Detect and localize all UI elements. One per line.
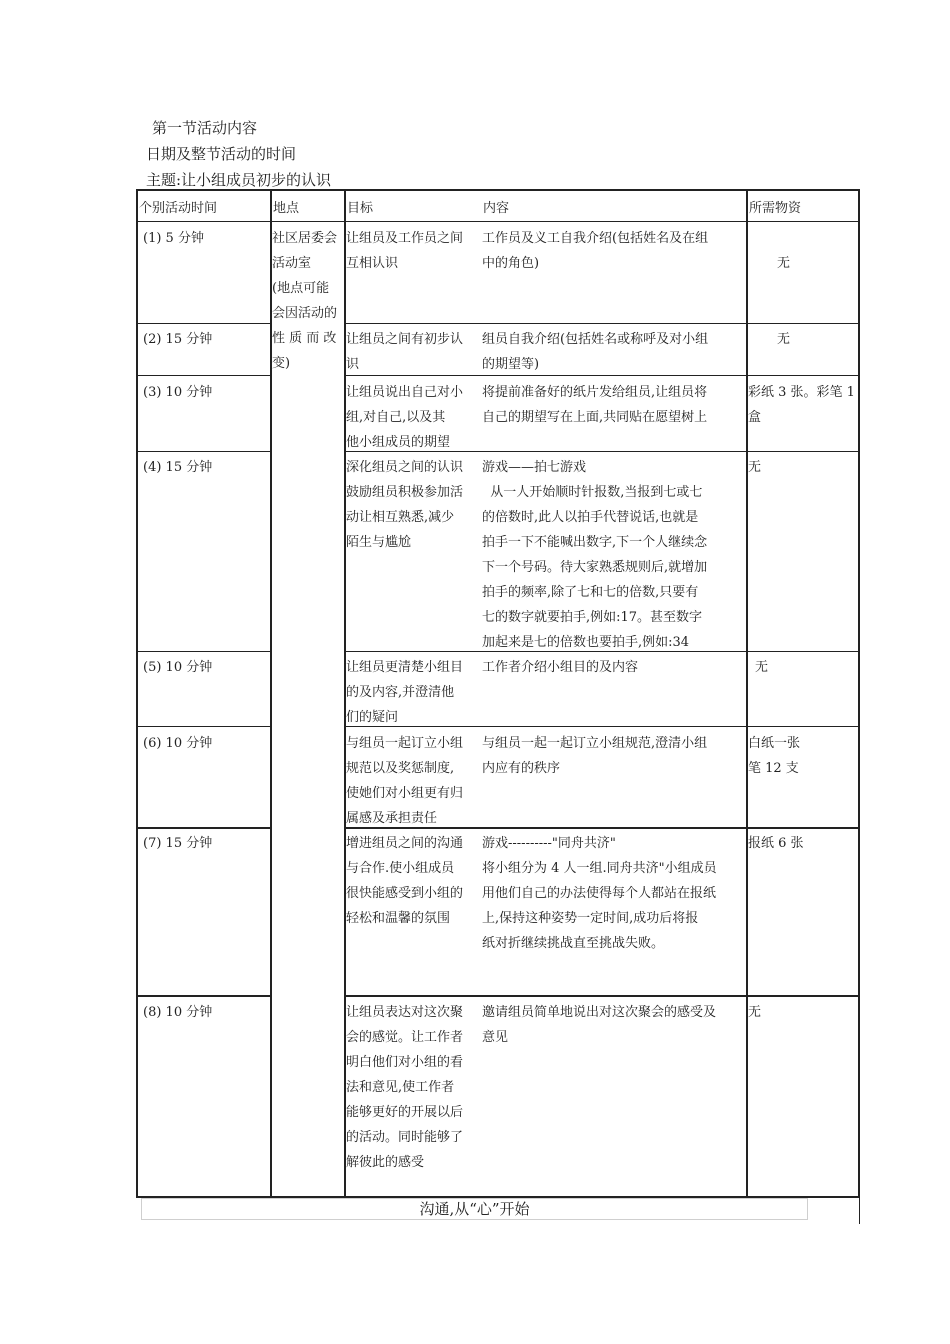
row-divider — [344, 323, 860, 324]
row-8-time: (8) 10 分钟 — [143, 1005, 213, 1020]
row-divider — [136, 375, 270, 376]
table-border-right — [858, 189, 860, 1197]
row-8-materials: 无 — [748, 1005, 762, 1020]
row-2-goal: 让组员之间有初步认 识 — [346, 332, 464, 372]
row-5-time: (5) 10 分钟 — [143, 660, 213, 675]
row-1-content: 工作员及义工自我介绍(包括姓名及在组 中的角色) — [482, 231, 709, 271]
row-divider — [136, 827, 270, 829]
row-6-time: (6) 10 分钟 — [143, 736, 213, 751]
row-8-goal: 让组员表达对这次聚 会的感觉。让工作者 明白他们对小组的看 法和意见,使工作者 能够更好的开展以后 的活动。同时能够了 解彼此的感受 — [346, 1005, 464, 1170]
row-1-goal: 让组员及工作员之间 互相认识 — [346, 231, 464, 271]
row-6-content: 与组员一起一起订立小组规范,澄清小组 内应有的秩序 — [482, 736, 708, 776]
row-2-content: 组员自我介绍(包括姓名或称呼及对小组 的期望等) — [482, 332, 709, 372]
header-goal: 目标 — [347, 201, 374, 216]
row-8-content: 邀请组员简单地说出对这次聚会的感受及 意见 — [482, 1005, 717, 1045]
section-heading: 第一节活动内容 — [152, 119, 258, 137]
row-divider — [136, 726, 270, 727]
row-5-materials: 无 — [755, 660, 769, 675]
table-border-top — [136, 189, 860, 191]
row-divider — [344, 995, 860, 997]
row-4-time: (4) 15 分钟 — [143, 460, 213, 475]
table-border-left — [136, 189, 138, 1197]
row-divider — [136, 451, 270, 452]
row-1-time: (1) 5 分钟 — [143, 231, 204, 246]
row-divider — [136, 995, 270, 997]
header-place: 地点 — [273, 201, 300, 216]
row-divider — [136, 323, 270, 324]
row-4-content: 游戏——拍七游戏 从一人开始顺时针报数,当报到七或七 的倍数时,此人以拍手代替说话,也就是 拍手一下不能喊出数字,下一个人继续念 下一个号码。待大家熟悉规则后,就增加 拍手的频率,除了七和七的倍数,只要有 七的数字就要拍手,例如:17。甚至数字 加起来是七的倍数也要拍手,例如:34 — [482, 460, 708, 650]
place-cell: 社区居委会 活动室 (地点可能 会因活动的 性 质 而 改 变) — [272, 231, 338, 371]
row-2-time: (2) 15 分钟 — [143, 332, 213, 347]
row-5-content: 工作者介绍小组目的及内容 — [482, 660, 639, 675]
row-3-materials: 彩纸 3 张。彩笔 1 盒 — [748, 385, 855, 425]
row-2-materials: 无 — [777, 332, 791, 347]
footer-slogan: 沟通,从“心”开始 — [419, 1200, 530, 1218]
row-6-goal: 与组员一起订立小组 规范以及奖惩制度, 使她们对小组更有归 属感及承担责任 — [346, 736, 464, 826]
row-divider — [136, 651, 270, 652]
row-1-materials: 无 — [777, 256, 791, 271]
row-7-time: (7) 15 分钟 — [143, 836, 213, 851]
row-7-materials: 报纸 6 张 — [748, 836, 804, 851]
table-divider — [746, 189, 748, 1197]
row-6-materials: 白纸一张 笔 12 支 — [748, 736, 801, 776]
row-divider — [136, 221, 860, 222]
footer-edge-line — [859, 1196, 860, 1224]
header-time: 个别活动时间 — [139, 201, 218, 216]
header-materials: 所需物资 — [749, 201, 802, 216]
row-3-time: (3) 10 分钟 — [143, 385, 213, 400]
row-7-content: 游戏----------"同舟共济" 将小组分为 4 人一组.同舟共济"小组成员 用他们自己的办法使得每个人都站在报纸 上,保持这种姿势一定时间,成功后将报 纸对折继续挑战直至挑战失败。 — [482, 836, 717, 951]
row-3-goal: 让组员说出自己对小 组,对自己,以及其 他小组成员的期望 — [346, 385, 464, 450]
row-7-goal: 增进组员之间的沟通 与合作.使小组成员 很快能感受到小组的 轻松和温馨的氛围 — [346, 836, 464, 926]
theme-heading: 主题:让小组成员初步的认识 — [146, 171, 332, 189]
header-content: 内容 — [483, 201, 510, 216]
row-4-goal: 深化组员之间的认识 鼓励组员积极参加活 动让相互熟悉,减少 陌生与尴尬 — [346, 460, 464, 550]
row-3-content: 将提前准备好的纸片发给组员,让组员将 自己的期望写在上面,共同贴在愿望树上 — [482, 385, 708, 425]
row-4-materials: 无 — [748, 460, 762, 475]
date-heading: 日期及整节活动的时间 — [146, 145, 297, 163]
row-5-goal: 让组员更清楚小组目 的及内容,并澄清他 们的疑问 — [346, 660, 464, 725]
